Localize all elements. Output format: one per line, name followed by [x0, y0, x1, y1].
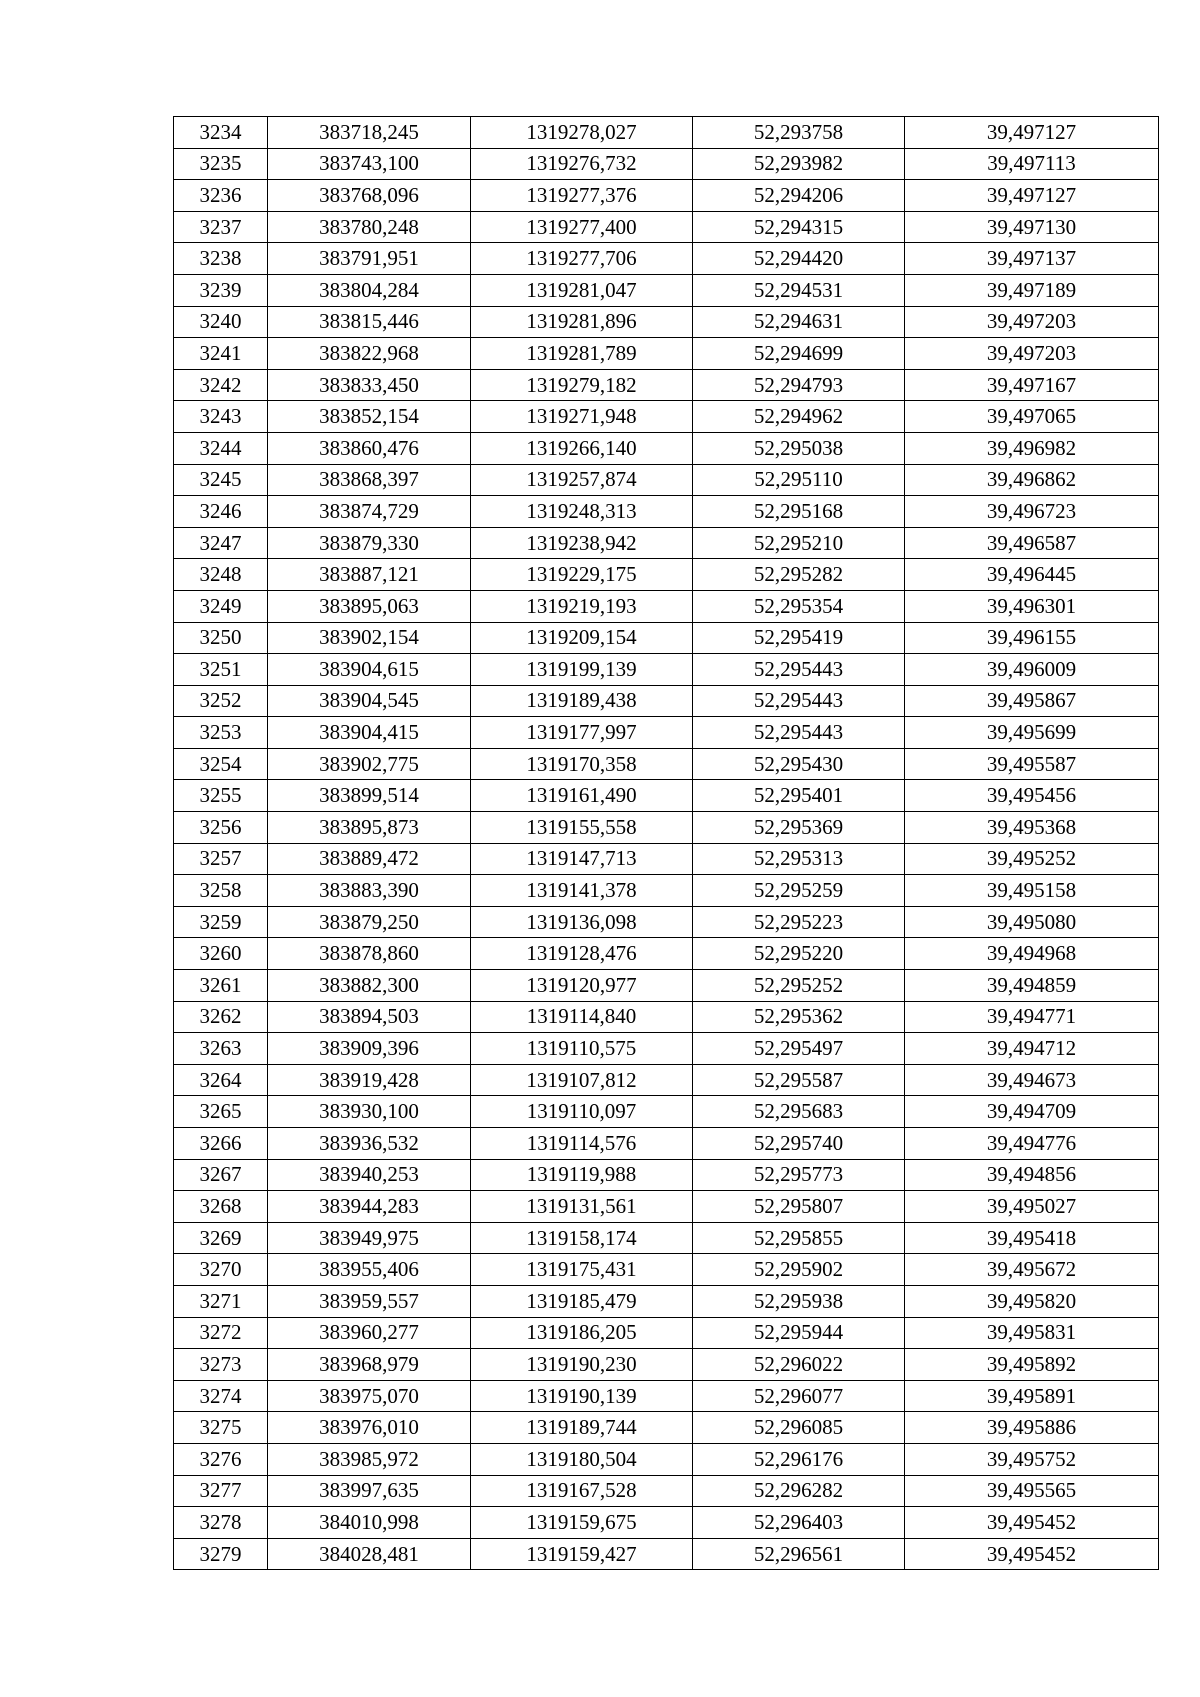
- point-number-cell: 3256: [174, 812, 268, 844]
- x-coordinate-cell: 383894,503: [268, 1001, 471, 1033]
- x-coordinate-cell: 383815,446: [268, 306, 471, 338]
- latitude-cell: 52,294315: [693, 211, 905, 243]
- longitude-cell: 39,495699: [905, 717, 1159, 749]
- y-coordinate-cell: 1319147,713: [471, 843, 693, 875]
- y-coordinate-cell: 1319257,874: [471, 464, 693, 496]
- longitude-cell: 39,495252: [905, 843, 1159, 875]
- point-number-cell: 3244: [174, 432, 268, 464]
- point-number-cell: 3275: [174, 1412, 268, 1444]
- x-coordinate-cell: 383904,415: [268, 717, 471, 749]
- latitude-cell: 52,295683: [693, 1096, 905, 1128]
- point-number-cell: 3262: [174, 1001, 268, 1033]
- point-number-cell: 3270: [174, 1254, 268, 1286]
- longitude-cell: 39,495831: [905, 1317, 1159, 1349]
- longitude-cell: 39,495368: [905, 812, 1159, 844]
- point-number-cell: 3254: [174, 748, 268, 780]
- x-coordinate-cell: 383780,248: [268, 211, 471, 243]
- y-coordinate-cell: 1319238,942: [471, 527, 693, 559]
- x-coordinate-cell: 383985,972: [268, 1443, 471, 1475]
- table-row: [174, 1159, 1159, 1191]
- table-row: [174, 1033, 1159, 1065]
- longitude-cell: 39,497189: [905, 274, 1159, 306]
- latitude-cell: 52,295210: [693, 527, 905, 559]
- y-coordinate-cell: 1319266,140: [471, 432, 693, 464]
- point-number-cell: 3251: [174, 654, 268, 686]
- x-coordinate-cell: 383909,396: [268, 1033, 471, 1065]
- table-row: [174, 938, 1159, 970]
- x-coordinate-cell: 383718,245: [268, 117, 471, 149]
- longitude-cell: 39,495587: [905, 748, 1159, 780]
- x-coordinate-cell: 383878,860: [268, 938, 471, 970]
- latitude-cell: 52,295430: [693, 748, 905, 780]
- table-row: [174, 654, 1159, 686]
- x-coordinate-cell: 383904,615: [268, 654, 471, 686]
- longitude-cell: 39,496009: [905, 654, 1159, 686]
- latitude-cell: 52,296403: [693, 1507, 905, 1539]
- x-coordinate-cell: 383968,979: [268, 1349, 471, 1381]
- y-coordinate-cell: 1319189,438: [471, 685, 693, 717]
- y-coordinate-cell: 1319114,840: [471, 1001, 693, 1033]
- table-row: [174, 906, 1159, 938]
- latitude-cell: 52,295038: [693, 432, 905, 464]
- point-number-cell: 3240: [174, 306, 268, 338]
- table-row: [174, 1064, 1159, 1096]
- table-row: [174, 1380, 1159, 1412]
- latitude-cell: 52,295369: [693, 812, 905, 844]
- point-number-cell: 3259: [174, 906, 268, 938]
- point-number-cell: 3278: [174, 1507, 268, 1539]
- longitude-cell: 39,496723: [905, 496, 1159, 528]
- x-coordinate-cell: 383975,070: [268, 1380, 471, 1412]
- x-coordinate-cell: 383959,557: [268, 1285, 471, 1317]
- longitude-cell: 39,494859: [905, 970, 1159, 1002]
- latitude-cell: 52,295419: [693, 622, 905, 654]
- table-row: [174, 590, 1159, 622]
- point-number-cell: 3243: [174, 401, 268, 433]
- y-coordinate-cell: 1319159,675: [471, 1507, 693, 1539]
- y-coordinate-cell: 1319170,358: [471, 748, 693, 780]
- point-number-cell: 3247: [174, 527, 268, 559]
- longitude-cell: 39,494673: [905, 1064, 1159, 1096]
- x-coordinate-cell: 383883,390: [268, 875, 471, 907]
- latitude-cell: 52,295587: [693, 1064, 905, 1096]
- y-coordinate-cell: 1319281,896: [471, 306, 693, 338]
- latitude-cell: 52,294206: [693, 180, 905, 212]
- y-coordinate-cell: 1319281,047: [471, 274, 693, 306]
- table-row: [174, 1412, 1159, 1444]
- y-coordinate-cell: 1319281,789: [471, 338, 693, 370]
- y-coordinate-cell: 1319119,988: [471, 1159, 693, 1191]
- x-coordinate-cell: 383904,545: [268, 685, 471, 717]
- longitude-cell: 39,495418: [905, 1222, 1159, 1254]
- x-coordinate-cell: 383955,406: [268, 1254, 471, 1286]
- longitude-cell: 39,495820: [905, 1285, 1159, 1317]
- y-coordinate-cell: 1319229,175: [471, 559, 693, 591]
- table-row: [174, 1001, 1159, 1033]
- table-row: [174, 1222, 1159, 1254]
- y-coordinate-cell: 1319155,558: [471, 812, 693, 844]
- longitude-cell: 39,495891: [905, 1380, 1159, 1412]
- table-row: [174, 559, 1159, 591]
- x-coordinate-cell: 384010,998: [268, 1507, 471, 1539]
- latitude-cell: 52,295110: [693, 464, 905, 496]
- x-coordinate-cell: 383743,100: [268, 148, 471, 180]
- y-coordinate-cell: 1319185,479: [471, 1285, 693, 1317]
- latitude-cell: 52,296085: [693, 1412, 905, 1444]
- x-coordinate-cell: 383852,154: [268, 401, 471, 433]
- point-number-cell: 3249: [174, 590, 268, 622]
- latitude-cell: 52,294631: [693, 306, 905, 338]
- point-number-cell: 3250: [174, 622, 268, 654]
- longitude-cell: 39,495565: [905, 1475, 1159, 1507]
- longitude-cell: 39,495892: [905, 1349, 1159, 1381]
- y-coordinate-cell: 1319177,997: [471, 717, 693, 749]
- x-coordinate-cell: 383936,532: [268, 1128, 471, 1160]
- longitude-cell: 39,497167: [905, 369, 1159, 401]
- x-coordinate-cell: 383822,968: [268, 338, 471, 370]
- longitude-cell: 39,497113: [905, 148, 1159, 180]
- latitude-cell: 52,295362: [693, 1001, 905, 1033]
- table-row: [174, 369, 1159, 401]
- point-number-cell: 3264: [174, 1064, 268, 1096]
- x-coordinate-cell: 383902,775: [268, 748, 471, 780]
- y-coordinate-cell: 1319279,182: [471, 369, 693, 401]
- table-row: [174, 306, 1159, 338]
- y-coordinate-cell: 1319219,193: [471, 590, 693, 622]
- latitude-cell: 52,296282: [693, 1475, 905, 1507]
- latitude-cell: 52,294531: [693, 274, 905, 306]
- x-coordinate-cell: 383874,729: [268, 496, 471, 528]
- longitude-cell: 39,494709: [905, 1096, 1159, 1128]
- table-row: [174, 148, 1159, 180]
- table-row: [174, 970, 1159, 1002]
- longitude-cell: 39,495867: [905, 685, 1159, 717]
- latitude-cell: 52,295220: [693, 938, 905, 970]
- x-coordinate-cell: 384028,481: [268, 1538, 471, 1570]
- latitude-cell: 52,294962: [693, 401, 905, 433]
- point-number-cell: 3271: [174, 1285, 268, 1317]
- x-coordinate-cell: 383895,873: [268, 812, 471, 844]
- table-row: [174, 1349, 1159, 1381]
- y-coordinate-cell: 1319110,097: [471, 1096, 693, 1128]
- y-coordinate-cell: 1319180,504: [471, 1443, 693, 1475]
- y-coordinate-cell: 1319278,027: [471, 117, 693, 149]
- point-number-cell: 3236: [174, 180, 268, 212]
- longitude-cell: 39,494968: [905, 938, 1159, 970]
- point-number-cell: 3265: [174, 1096, 268, 1128]
- table-row: [174, 1128, 1159, 1160]
- point-number-cell: 3258: [174, 875, 268, 907]
- latitude-cell: 52,293758: [693, 117, 905, 149]
- y-coordinate-cell: 1319161,490: [471, 780, 693, 812]
- longitude-cell: 39,496301: [905, 590, 1159, 622]
- latitude-cell: 52,295354: [693, 590, 905, 622]
- longitude-cell: 39,496155: [905, 622, 1159, 654]
- point-number-cell: 3263: [174, 1033, 268, 1065]
- x-coordinate-cell: 383887,121: [268, 559, 471, 591]
- longitude-cell: 39,495456: [905, 780, 1159, 812]
- table-row: [174, 622, 1159, 654]
- y-coordinate-cell: 1319158,174: [471, 1222, 693, 1254]
- longitude-cell: 39,497130: [905, 211, 1159, 243]
- latitude-cell: 52,295401: [693, 780, 905, 812]
- point-number-cell: 3267: [174, 1159, 268, 1191]
- point-number-cell: 3242: [174, 369, 268, 401]
- latitude-cell: 52,295443: [693, 717, 905, 749]
- latitude-cell: 52,294793: [693, 369, 905, 401]
- y-coordinate-cell: 1319107,812: [471, 1064, 693, 1096]
- x-coordinate-cell: 383949,975: [268, 1222, 471, 1254]
- latitude-cell: 52,294699: [693, 338, 905, 370]
- longitude-cell: 39,497127: [905, 180, 1159, 212]
- y-coordinate-cell: 1319277,400: [471, 211, 693, 243]
- y-coordinate-cell: 1319114,576: [471, 1128, 693, 1160]
- x-coordinate-cell: 383919,428: [268, 1064, 471, 1096]
- longitude-cell: 39,494856: [905, 1159, 1159, 1191]
- latitude-cell: 52,293982: [693, 148, 905, 180]
- longitude-cell: 39,497137: [905, 243, 1159, 275]
- point-number-cell: 3257: [174, 843, 268, 875]
- longitude-cell: 39,494776: [905, 1128, 1159, 1160]
- y-coordinate-cell: 1319190,139: [471, 1380, 693, 1412]
- point-number-cell: 3246: [174, 496, 268, 528]
- x-coordinate-cell: 383899,514: [268, 780, 471, 812]
- table-row: [174, 180, 1159, 212]
- x-coordinate-cell: 383791,951: [268, 243, 471, 275]
- longitude-cell: 39,495452: [905, 1538, 1159, 1570]
- x-coordinate-cell: 383833,450: [268, 369, 471, 401]
- point-number-cell: 3269: [174, 1222, 268, 1254]
- longitude-cell: 39,495752: [905, 1443, 1159, 1475]
- table-row: [174, 780, 1159, 812]
- y-coordinate-cell: 1319186,205: [471, 1317, 693, 1349]
- y-coordinate-cell: 1319167,528: [471, 1475, 693, 1507]
- latitude-cell: 52,295902: [693, 1254, 905, 1286]
- latitude-cell: 52,296561: [693, 1538, 905, 1570]
- point-number-cell: 3274: [174, 1380, 268, 1412]
- x-coordinate-cell: 383882,300: [268, 970, 471, 1002]
- table-row: [174, 211, 1159, 243]
- table-row: [174, 717, 1159, 749]
- y-coordinate-cell: 1319199,139: [471, 654, 693, 686]
- latitude-cell: 52,294420: [693, 243, 905, 275]
- longitude-cell: 39,494771: [905, 1001, 1159, 1033]
- point-number-cell: 3255: [174, 780, 268, 812]
- latitude-cell: 52,296176: [693, 1443, 905, 1475]
- x-coordinate-cell: 383768,096: [268, 180, 471, 212]
- y-coordinate-cell: 1319141,378: [471, 875, 693, 907]
- latitude-cell: 52,295223: [693, 906, 905, 938]
- latitude-cell: 52,295443: [693, 654, 905, 686]
- y-coordinate-cell: 1319248,313: [471, 496, 693, 528]
- longitude-cell: 39,497203: [905, 338, 1159, 370]
- longitude-cell: 39,496862: [905, 464, 1159, 496]
- coordinates-table: [173, 116, 1159, 1570]
- latitude-cell: 52,295252: [693, 970, 905, 1002]
- y-coordinate-cell: 1319128,476: [471, 938, 693, 970]
- longitude-cell: 39,497065: [905, 401, 1159, 433]
- point-number-cell: 3234: [174, 117, 268, 149]
- point-number-cell: 3238: [174, 243, 268, 275]
- table-row: [174, 1317, 1159, 1349]
- table-row: [174, 1507, 1159, 1539]
- point-number-cell: 3252: [174, 685, 268, 717]
- x-coordinate-cell: 383860,476: [268, 432, 471, 464]
- table-row: [174, 1443, 1159, 1475]
- y-coordinate-cell: 1319120,977: [471, 970, 693, 1002]
- latitude-cell: 52,295807: [693, 1191, 905, 1223]
- point-number-cell: 3239: [174, 274, 268, 306]
- table-row: [174, 1285, 1159, 1317]
- table-row: [174, 117, 1159, 149]
- point-number-cell: 3279: [174, 1538, 268, 1570]
- y-coordinate-cell: 1319277,706: [471, 243, 693, 275]
- y-coordinate-cell: 1319110,575: [471, 1033, 693, 1065]
- table-row: [174, 432, 1159, 464]
- latitude-cell: 52,295855: [693, 1222, 905, 1254]
- point-number-cell: 3237: [174, 211, 268, 243]
- table-row: [174, 685, 1159, 717]
- x-coordinate-cell: 383879,330: [268, 527, 471, 559]
- point-number-cell: 3241: [174, 338, 268, 370]
- x-coordinate-cell: 383944,283: [268, 1191, 471, 1223]
- latitude-cell: 52,295443: [693, 685, 905, 717]
- y-coordinate-cell: 1319276,732: [471, 148, 693, 180]
- point-number-cell: 3276: [174, 1443, 268, 1475]
- point-number-cell: 3273: [174, 1349, 268, 1381]
- x-coordinate-cell: 383940,253: [268, 1159, 471, 1191]
- y-coordinate-cell: 1319277,376: [471, 180, 693, 212]
- y-coordinate-cell: 1319159,427: [471, 1538, 693, 1570]
- point-number-cell: 3235: [174, 148, 268, 180]
- longitude-cell: 39,495672: [905, 1254, 1159, 1286]
- latitude-cell: 52,295938: [693, 1285, 905, 1317]
- y-coordinate-cell: 1319209,154: [471, 622, 693, 654]
- table-row: [174, 338, 1159, 370]
- y-coordinate-cell: 1319175,431: [471, 1254, 693, 1286]
- point-number-cell: 3245: [174, 464, 268, 496]
- x-coordinate-cell: 383889,472: [268, 843, 471, 875]
- point-number-cell: 3268: [174, 1191, 268, 1223]
- x-coordinate-cell: 383997,635: [268, 1475, 471, 1507]
- table-row: [174, 812, 1159, 844]
- longitude-cell: 39,496982: [905, 432, 1159, 464]
- table-row: [174, 401, 1159, 433]
- longitude-cell: 39,496445: [905, 559, 1159, 591]
- longitude-cell: 39,497127: [905, 117, 1159, 149]
- latitude-cell: 52,295282: [693, 559, 905, 591]
- x-coordinate-cell: 383902,154: [268, 622, 471, 654]
- y-coordinate-cell: 1319190,230: [471, 1349, 693, 1381]
- latitude-cell: 52,295773: [693, 1159, 905, 1191]
- longitude-cell: 39,494712: [905, 1033, 1159, 1065]
- x-coordinate-cell: 383879,250: [268, 906, 471, 938]
- coordinates-table-body: [174, 117, 1159, 1570]
- longitude-cell: 39,496587: [905, 527, 1159, 559]
- x-coordinate-cell: 383960,277: [268, 1317, 471, 1349]
- table-row: [174, 464, 1159, 496]
- longitude-cell: 39,495452: [905, 1507, 1159, 1539]
- longitude-cell: 39,497203: [905, 306, 1159, 338]
- point-number-cell: 3266: [174, 1128, 268, 1160]
- point-number-cell: 3260: [174, 938, 268, 970]
- y-coordinate-cell: 1319131,561: [471, 1191, 693, 1223]
- table-row: [174, 1254, 1159, 1286]
- table-row: [174, 274, 1159, 306]
- longitude-cell: 39,495027: [905, 1191, 1159, 1223]
- y-coordinate-cell: 1319271,948: [471, 401, 693, 433]
- table-row: [174, 1191, 1159, 1223]
- longitude-cell: 39,495886: [905, 1412, 1159, 1444]
- longitude-cell: 39,495158: [905, 875, 1159, 907]
- x-coordinate-cell: 383895,063: [268, 590, 471, 622]
- y-coordinate-cell: 1319136,098: [471, 906, 693, 938]
- table-row: [174, 1538, 1159, 1570]
- latitude-cell: 52,296022: [693, 1349, 905, 1381]
- latitude-cell: 52,295168: [693, 496, 905, 528]
- table-row: [174, 1475, 1159, 1507]
- point-number-cell: 3277: [174, 1475, 268, 1507]
- latitude-cell: 52,295259: [693, 875, 905, 907]
- longitude-cell: 39,495080: [905, 906, 1159, 938]
- table-row: [174, 496, 1159, 528]
- x-coordinate-cell: 383976,010: [268, 1412, 471, 1444]
- table-row: [174, 875, 1159, 907]
- table-row: [174, 748, 1159, 780]
- latitude-cell: 52,296077: [693, 1380, 905, 1412]
- latitude-cell: 52,295740: [693, 1128, 905, 1160]
- table-row: [174, 843, 1159, 875]
- table-row: [174, 1096, 1159, 1128]
- table-row: [174, 527, 1159, 559]
- point-number-cell: 3261: [174, 970, 268, 1002]
- x-coordinate-cell: 383868,397: [268, 464, 471, 496]
- latitude-cell: 52,295313: [693, 843, 905, 875]
- x-coordinate-cell: 383804,284: [268, 274, 471, 306]
- point-number-cell: 3248: [174, 559, 268, 591]
- point-number-cell: 3272: [174, 1317, 268, 1349]
- x-coordinate-cell: 383930,100: [268, 1096, 471, 1128]
- y-coordinate-cell: 1319189,744: [471, 1412, 693, 1444]
- latitude-cell: 52,295497: [693, 1033, 905, 1065]
- table-row: [174, 243, 1159, 275]
- latitude-cell: 52,295944: [693, 1317, 905, 1349]
- point-number-cell: 3253: [174, 717, 268, 749]
